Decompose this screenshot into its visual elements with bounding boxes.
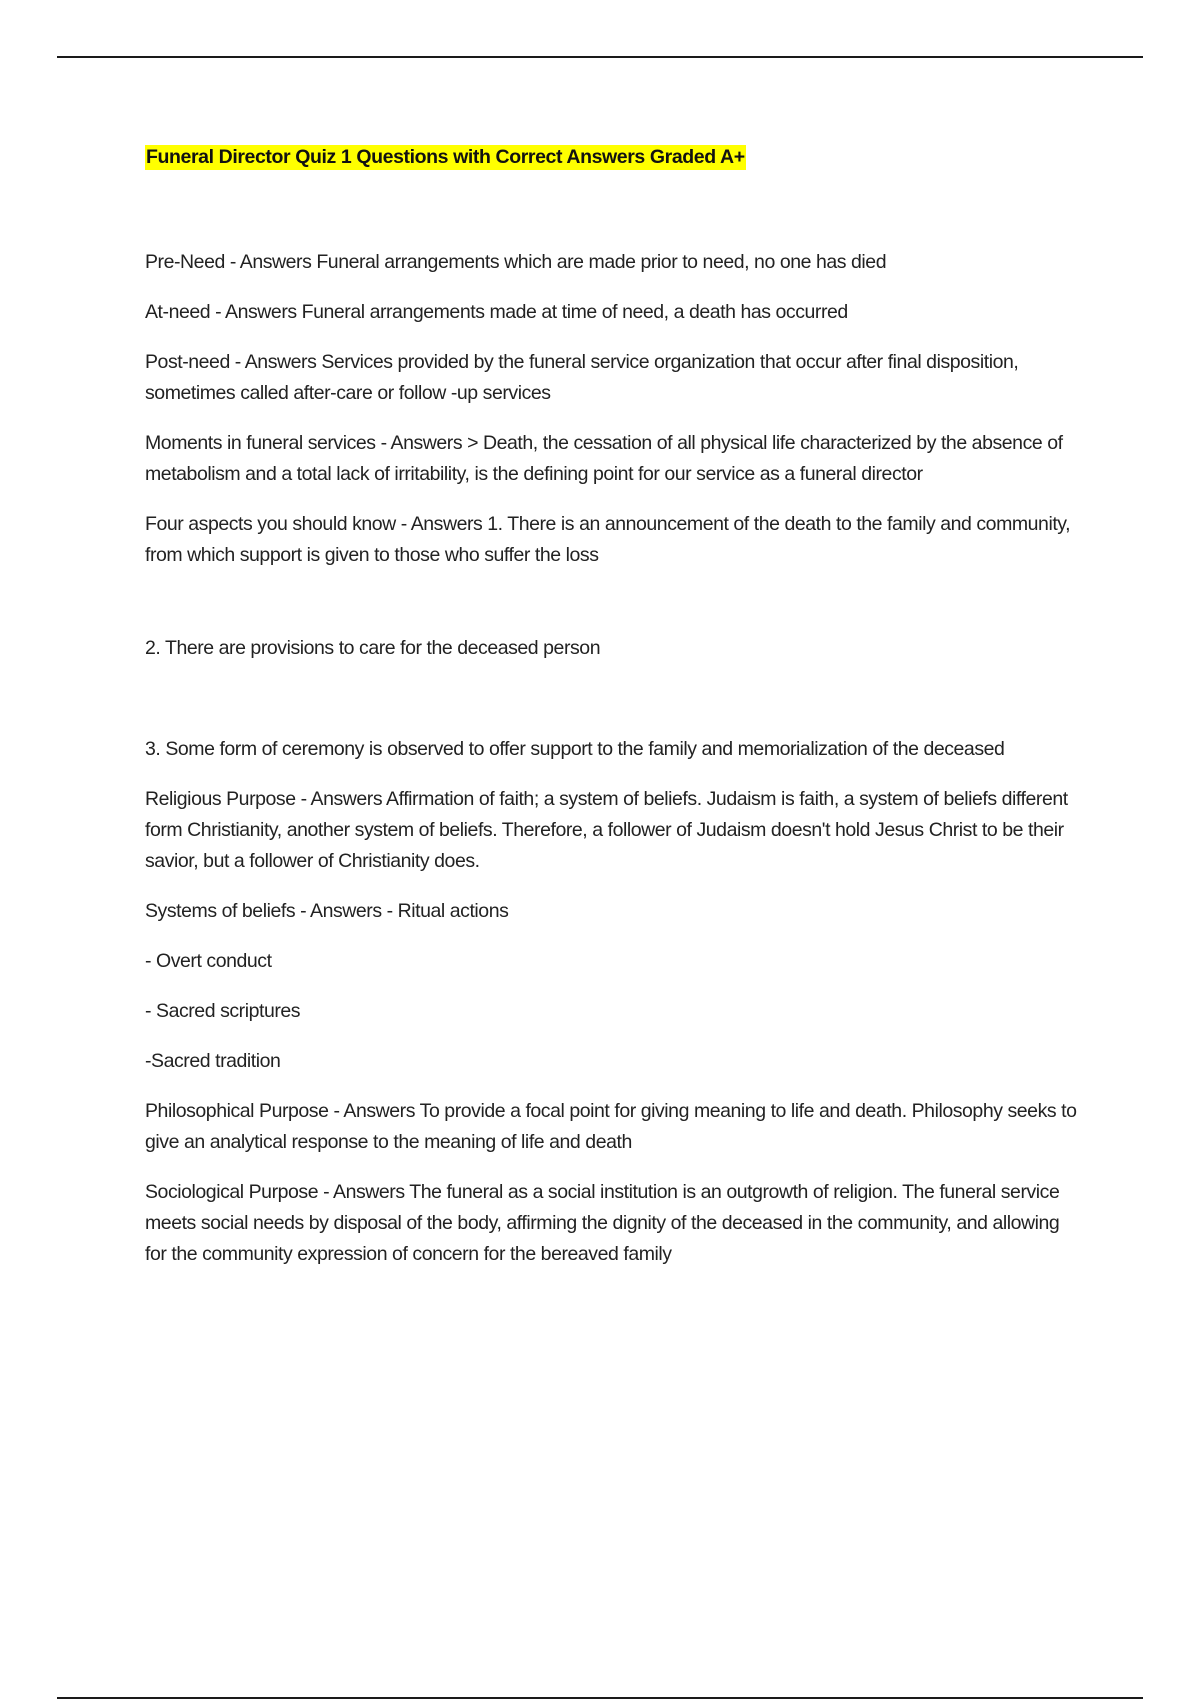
- qa-entry-aspect-3: 3. Some form of ceremony is observed to offer support to the family and memorialization of the deceased: [145, 738, 1005, 760]
- qa-entry-philosophical-purpose: Philosophical Purpose - Answers To provide a focal point for giving meaning to life and death. Philosophy seeks to give an analytical response to the meaning of life and death: [145, 1100, 1077, 1153]
- document-title: Funeral Director Quiz 1 Questions with Correct Answers Graded A+: [146, 146, 745, 168]
- qa-entry-sociological-purpose: Sociological Purpose - Answers The funeral as a social institution is an outgrowth of religion. The funeral service meets social needs by disposal of the body, affirming the dignity of the deceased in the community, and allowing for the community expression of concern for the bereaved family: [145, 1181, 1060, 1265]
- qa-entry-overt-conduct: - Overt conduct: [145, 950, 272, 972]
- qa-entry-aspect-2: 2. There are provisions to care for the deceased person: [145, 637, 601, 659]
- qa-entry-four-aspects: Four aspects you should know - Answers 1. There is an announcement of the death to the family and community, from which support is given to those who suffer the loss: [145, 513, 1071, 566]
- qa-entry-sacred-scriptures: - Sacred scriptures: [145, 1000, 301, 1022]
- qa-entry-moments: Moments in funeral services - Answers > Death, the cessation of all physical life characterized by the absence of metabolism and a total lack of irritability, is the defining point for our service as a funeral director: [145, 432, 1063, 485]
- top-rule: [57, 56, 1143, 58]
- qa-list: [145, 247, 1085, 1270]
- qa-entry-at-need: At-need - Answers Funeral arrangements made at time of need, a death has occurred: [145, 301, 848, 323]
- qa-entry-systems-of-beliefs: Systems of beliefs - Answers - Ritual actions: [145, 900, 509, 922]
- qa-entry-pre-need: Pre-Need - Answers Funeral arrangements which are made prior to need, no one has died: [145, 251, 887, 273]
- qa-entry-religious-purpose: Religious Purpose - Answers Affirmation of faith; a system of beliefs. Judaism is faith, a system of beliefs different form Christianity, another system of beliefs. Therefore, a follower of Judaism doesn't hold Jesus Christ to be their savior, but a follower of Christianity does.: [145, 788, 1068, 872]
- qa-entry-sacred-tradition: -Sacred tradition: [145, 1050, 281, 1072]
- qa-entry-post-need: Post-need - Answers Services provided by the funeral service organization that occur after final disposition, sometimes called after-care or follow -up services: [145, 351, 1019, 404]
- document-body: [145, 145, 1085, 1289]
- bottom-rule: [57, 1697, 1143, 1699]
